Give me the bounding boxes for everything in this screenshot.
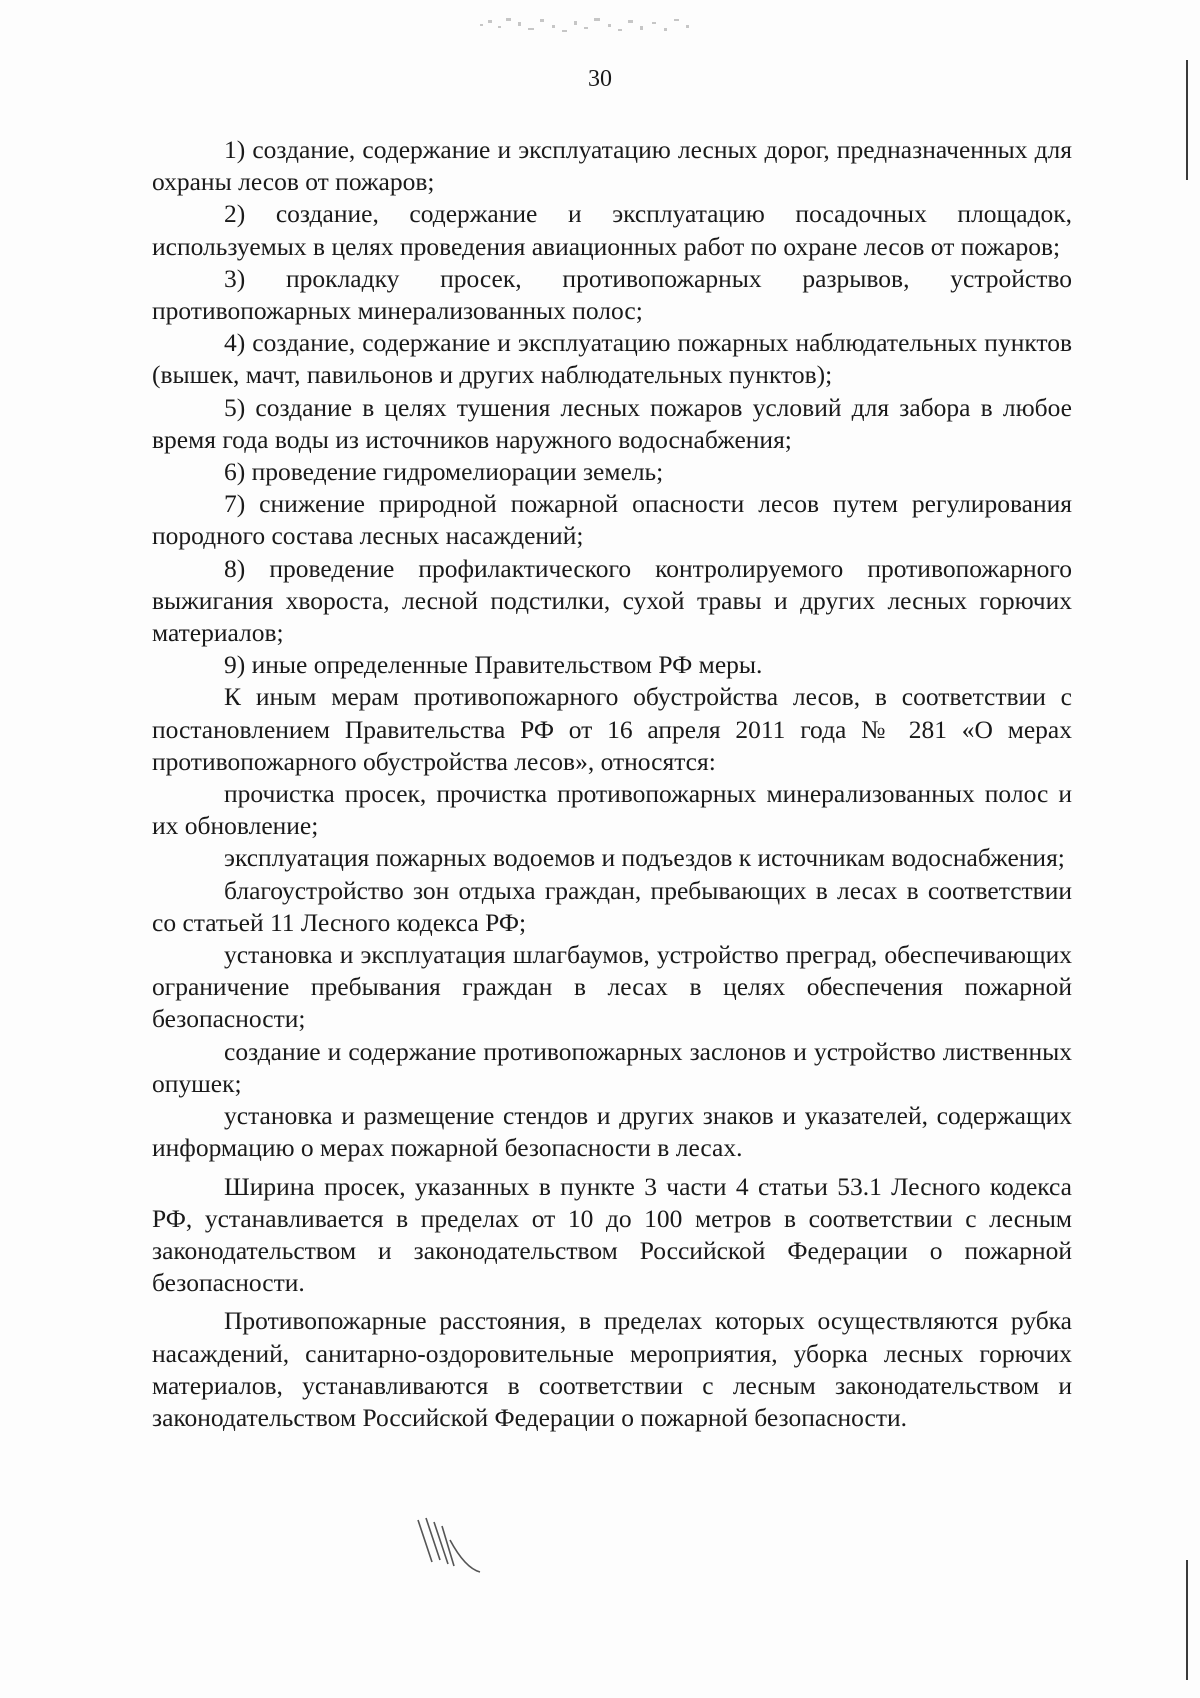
scan-edge-line-top: [1186, 60, 1188, 180]
paragraph-fire-distances: Противопожарные расстояния, в пределах которых осуществляются рубка насаждений, санитарно-оздоровительные мероприятия, уборка лесных горючих материалов, устанавливаются в соответствии с лесным законодательством и законодательством Российской Федерации о пожарной безопасности.: [152, 1306, 1072, 1432]
scan-edge-line-bottom: [1186, 1560, 1188, 1680]
page-number: 30: [588, 66, 612, 92]
paragraph-measure-barriers: установка и эксплуатация шлагбаумов, устройство преград, обеспечивающих ограничение пребывания граждан в лесах в целях обеспечения пожарной безопасности;: [152, 940, 1072, 1034]
paragraph-measure-recreation-zones: благоустройство зон отдыха граждан, пребывающих в лесах в соответствии со статьей 11 Лесного кодекса РФ;: [152, 875, 1072, 937]
paragraph-other-measures-intro: К иным мерам противопожарного обустройства лесов, в соответствии с постановлением Правительства РФ от 16 апреля 2011 года № 281 «О мерах противопожарного обустройства лесов», относятся:: [152, 682, 1072, 776]
paragraph-item-1: 1) создание, содержание и эксплуатацию лесных дорог, предназначенных для охраны лесов от пожаров;: [152, 135, 1072, 197]
paragraph-item-9: 9) иные определенные Правительством РФ меры.: [224, 650, 763, 680]
paragraph-item-8: 8) проведение профилактического контролируемого противопожарного выжигания хвороста, лесной подстилки, сухой травы и других лесных горючих материалов;: [152, 553, 1072, 648]
paragraph-item-6: 6) проведение гидромелиорации земель;: [224, 457, 664, 487]
paragraph-measure-clearing: прочистка просек, прочистка противопожарных минерализованных полос и их обновление;: [152, 779, 1072, 841]
paragraph-clearing-width: Ширина просек, указанных в пункте 3 части 4 статьи 53.1 Лесного кодекса РФ, устанавливается в пределах от 10 до 100 метров в соответствии с лесным законодательством и законодательством Российской Федерации о пожарной безопасности.: [152, 1171, 1072, 1298]
paragraph-item-7: 7) снижение природной пожарной опасности лесов путем регулирования породного состава лесных насаждений;: [152, 489, 1072, 551]
handwritten-mark: [410, 1510, 510, 1580]
scan-stamp-mark: [470, 10, 710, 46]
paragraph-item-5: 5) создание в целях тушения лесных пожаров условий для забора в любое время года воды из источников наружного водоснабжения;: [152, 392, 1072, 454]
paragraph-item-4: 4) создание, содержание и эксплуатацию пожарных наблюдательных пунктов (вышек, мачт, павильонов и других наблюдательных пунктов);: [152, 328, 1072, 390]
paragraph-item-3: 3) прокладку просек, противопожарных разрывов, устройство противопожарных минерализованных полос;: [152, 263, 1072, 326]
paragraph-measure-reservoirs: эксплуатация пожарных водоемов и подъездов к источникам водоснабжения;: [224, 843, 1065, 873]
paragraph-item-2: 2) создание, содержание и эксплуатацию посадочных площадок, используемых в целях проведения авиационных работ по охране лесов от пожаров;: [152, 199, 1072, 261]
paragraph-measure-firebreaks: создание и содержание противопожарных заслонов и устройство лиственных опушек;: [152, 1036, 1072, 1098]
paragraph-measure-signs: установка и размещение стендов и других знаков и указателей, содержащих информацию о мерах пожарной безопасности в лесах.: [152, 1101, 1072, 1163]
document-body: [152, 134, 1072, 1434]
